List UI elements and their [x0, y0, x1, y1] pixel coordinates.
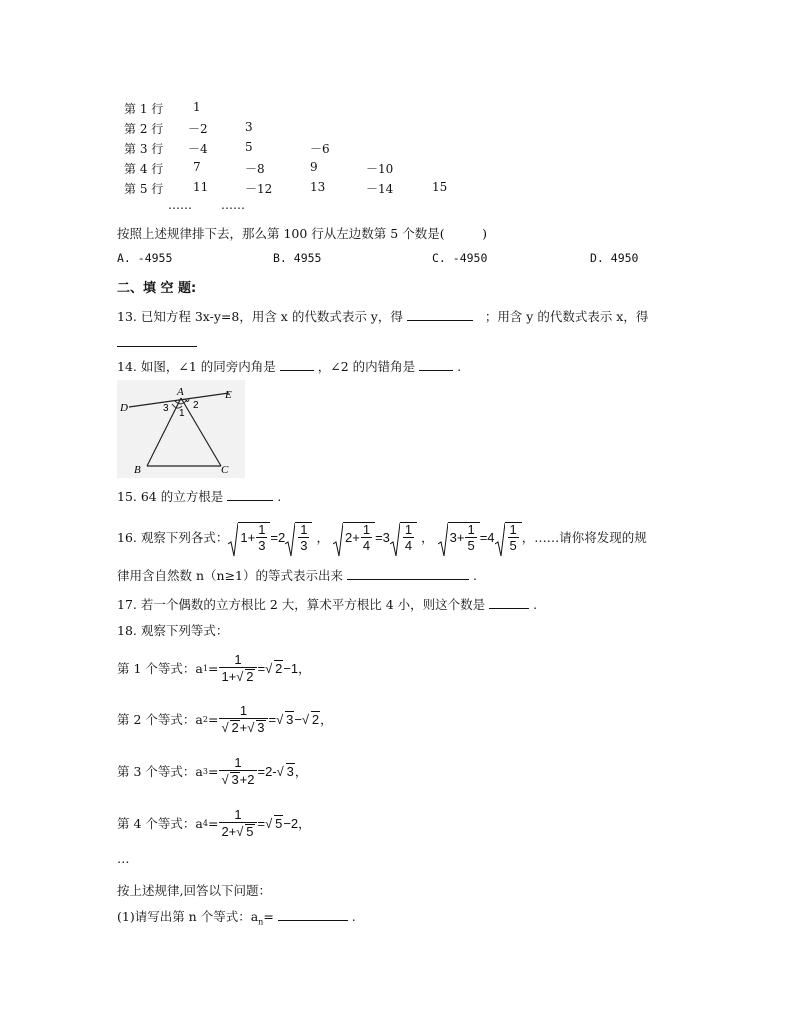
q16-expr-1-lhs: 1 + $\frac{1}{3}$ — [228, 522, 270, 552]
q18-part1-blank[interactable] — [278, 908, 348, 921]
q16-expr-2-lhs: 2 + $\frac{1}{4}$ — [333, 522, 375, 552]
q18-equation-2: 第 2 个等式：a 2 = 1 √ 2+ √ 3 = √ 3− √ 2 ， — [117, 702, 333, 735]
triangle-value: 3 — [245, 120, 253, 134]
triangle-value: －12 — [245, 182, 273, 196]
triangle-value: －8 — [245, 162, 265, 176]
q14-blank-1[interactable] — [280, 358, 314, 371]
q14-text-a: 14. 如图，∠1 的同旁内角是 — [117, 359, 276, 374]
q16-expr-3-rhs: $\frac{1}{5}$ — [495, 522, 522, 552]
section-title-fill-blank: 二、填 空 题: — [117, 281, 197, 296]
q18-equation-1: 第 1 个等式：a 1 = 1 1+ √ 2 = √ 2−1 ， — [117, 651, 311, 684]
q14-text-b: ，∠2 的内错角是 — [317, 359, 416, 374]
triangle-value: －14 — [366, 182, 394, 196]
triangle-value: －10 — [366, 162, 394, 176]
q15-blank[interactable] — [227, 488, 273, 501]
q16-expr-3-lhs: 3 + $\frac{1}{5}$ — [438, 522, 480, 552]
q18-equation-3: 第 3 个等式：a 3 = 1 √ 3+2 =2- √ 3 ， — [117, 754, 308, 787]
label-a: A — [177, 386, 184, 398]
q13-blank-1[interactable] — [407, 308, 473, 321]
q18-eq2-fraction: 1 √ 2+ √ 3 — [219, 704, 267, 734]
option-b: B. 4955 — [273, 251, 322, 265]
question-16: 16. 观察下列各式： 1 + $\frac{1}{3}$ =2 $\frac{1}{3}$ ， 2 + $\frac{1}{4}$ =3 $\frac{1}{4}$ ， 3 + $\frac{1}{5}$ =4 $\frac{1}{5}$ ，……请你将发现的规 — [117, 517, 647, 557]
q13-blank-2[interactable] — [117, 334, 197, 347]
q18-eq3-fraction: 1 √ 3+2 — [221, 754, 255, 787]
label-c: C — [221, 464, 229, 476]
triangle-value: 11 — [193, 180, 209, 194]
q16-expr-2-rhs: $\frac{1}{4}$ — [390, 522, 417, 552]
triangle-row-label: 第 3 行 — [124, 142, 164, 156]
label-2: 2 — [193, 400, 199, 411]
q13-text-a: 13. 已知方程 3x-y=8，用含 x 的代数式表示 y，得 — [117, 309, 403, 324]
triangle-figure — [117, 380, 245, 478]
ellipsis-2: …… — [221, 198, 245, 212]
question-12-prompt: 按照上述规律排下去，那么第 100 行从左边数第 5 个数是( ) — [117, 226, 487, 241]
triangle-row-label: 第 2 行 — [124, 122, 164, 136]
triangle-value: －6 — [310, 142, 330, 156]
q15-text-a: 15. 64 的立方根是 — [117, 489, 224, 504]
label-e: E — [225, 389, 232, 401]
q14-blank-2[interactable] — [419, 358, 453, 371]
triangle-value: 1 — [193, 100, 201, 114]
q16-suffix: ，……请你将发现的规 — [521, 530, 647, 545]
q18-equation-4: 第 4 个等式：a 4 = 1 2+ √ 5 = √ 5−2 ， — [117, 806, 311, 839]
option-c: C. -4950 — [432, 251, 488, 265]
q16-line2-text: 律用含自然数 n（n≥1）的等式表示出来 — [117, 568, 344, 583]
triangle-diagram — [117, 380, 245, 478]
q14-text-c: . — [457, 359, 462, 374]
q13-text-b: ；用含 y 的代数式表示 x，得 — [484, 309, 649, 324]
triangle-row-label: 第 5 行 — [124, 182, 164, 196]
question-13 — [117, 307, 648, 325]
triangle-value: －4 — [188, 142, 208, 156]
q18-follow: 按上述规律,回答以下问题： — [117, 883, 271, 898]
question-14 — [117, 357, 461, 375]
q18-eq1-fraction: 1 1+ √ 2 — [219, 653, 256, 683]
q15-text-b: . — [277, 489, 282, 504]
question-17: 17. 若一个偶数的立方根比 2 大，算术平方根比 4 小，则这个数是 . — [117, 597, 538, 612]
q18-dots: … — [117, 851, 130, 866]
label-d: D — [120, 402, 128, 414]
triangle-row-label: 第 4 行 — [124, 162, 164, 176]
ellipsis-1: …… — [168, 198, 192, 212]
triangle-row-label: 第 1 行 — [124, 102, 164, 116]
triangle-value: 9 — [310, 160, 318, 174]
triangle-value: 5 — [245, 140, 253, 154]
label-1: 1 — [179, 408, 185, 419]
option-d: D. 4950 — [590, 251, 639, 265]
question-18-intro: 18. 观察下列等式： — [117, 623, 229, 638]
question-15 — [117, 487, 281, 505]
label-b: B — [134, 464, 141, 476]
triangle-value: －2 — [188, 122, 208, 136]
q16-expr-1-rhs: $\frac{1}{3}$ — [285, 522, 312, 552]
q18-eq4-fraction: 1 2+ √ 5 — [219, 808, 256, 838]
q16-prefix: 16. 观察下列各式： — [117, 530, 229, 545]
q17-blank[interactable] — [489, 596, 529, 609]
triangle-value: 13 — [310, 180, 326, 194]
question-16-line2: 律用含自然数 n（n≥1）的等式表示出来 . — [117, 568, 477, 583]
q16-blank[interactable] — [347, 567, 469, 580]
triangle-value: 7 — [193, 160, 201, 174]
triangle-value: 15 — [432, 180, 448, 194]
q17-text: 17. 若一个偶数的立方根比 2 大，算术平方根比 4 小，则这个数是 — [117, 597, 486, 612]
label-3: 3 — [163, 403, 169, 414]
q18-part-1: (1)请写出第 n 个等式：$a_n=$ . — [117, 909, 356, 927]
option-a: A. -4955 — [117, 251, 173, 265]
